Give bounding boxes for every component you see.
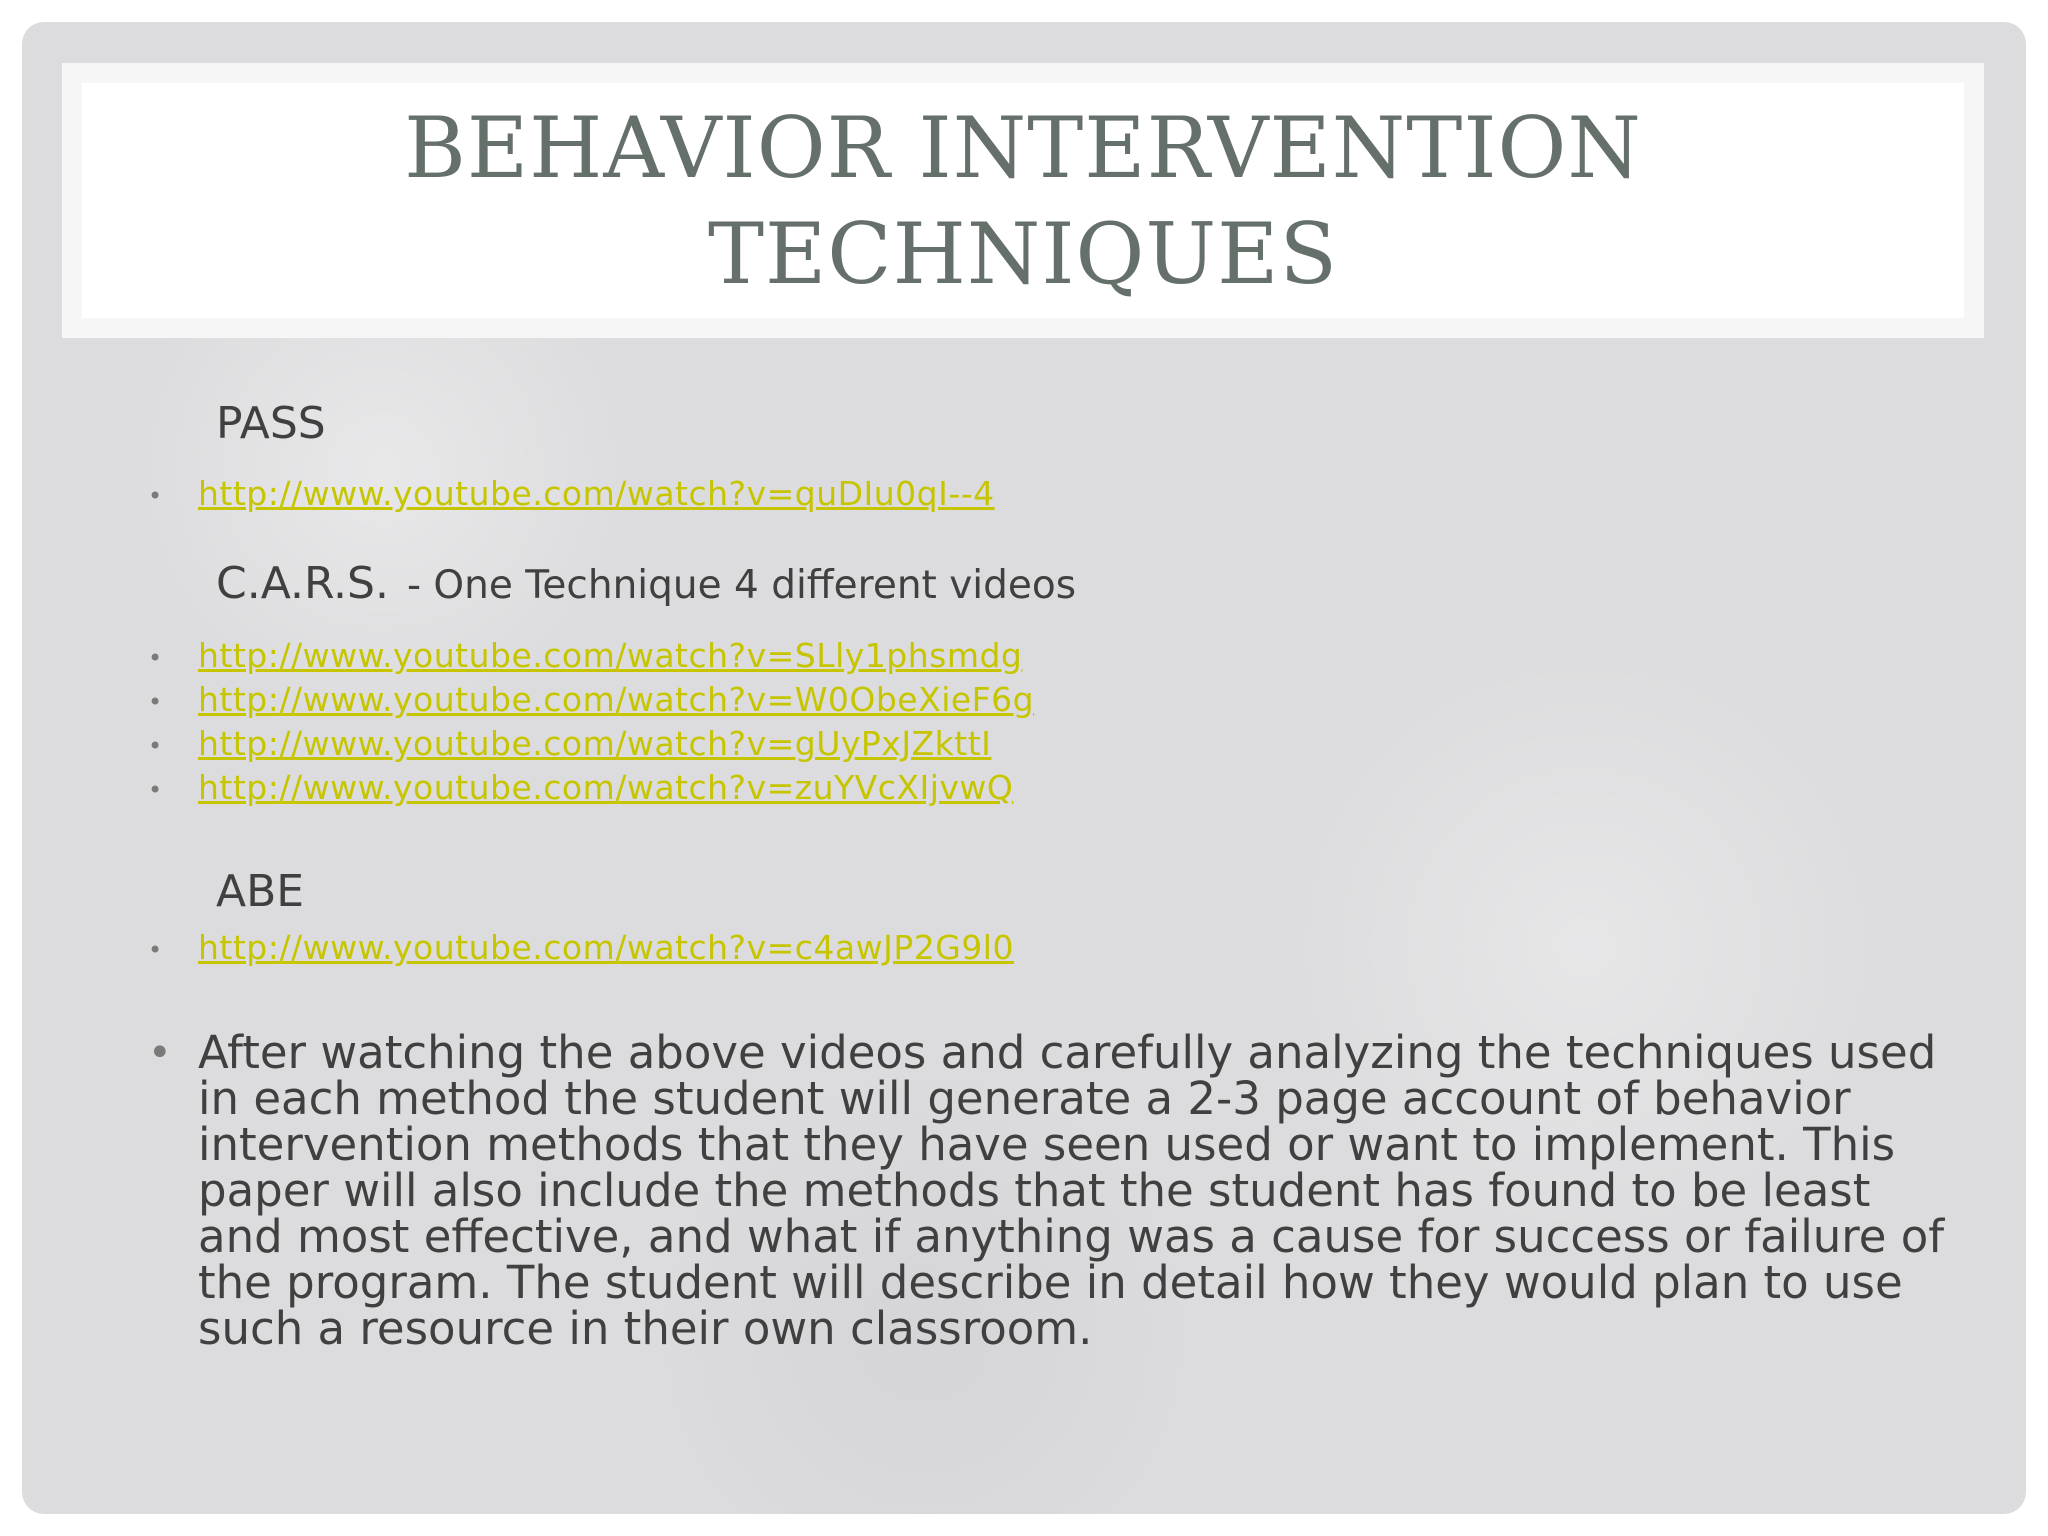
list-item: [148, 768, 1013, 810]
bullet-icon: •: [148, 1030, 172, 1076]
list-item: [148, 928, 1014, 970]
cars-subheading: - One Technique 4 different videos: [406, 563, 1077, 608]
list-item: [148, 680, 1034, 722]
bullet-icon: •: [148, 935, 163, 964]
video-link-abe-1[interactable]: http://www.youtube.com/watch?v=c4awJP2G9l0: [198, 928, 1014, 967]
video-link-cars-1[interactable]: http://www.youtube.com/watch?v=SLly1phsmdg: [198, 636, 1023, 675]
video-link-pass-1[interactable]: http://www.youtube.com/watch?v=quDIu0qI--4: [198, 474, 995, 513]
cars-heading-label: C.A.R.S.: [216, 558, 389, 609]
video-link-cars-3[interactable]: http://www.youtube.com/watch?v=gUyPxJZkttI: [198, 724, 992, 763]
video-link-cars-4[interactable]: http://www.youtube.com/watch?v=zuYVcXIjvwQ: [198, 768, 1014, 807]
assignment-text: After watching the above videos and carefully analyzing the techniques used in each method the student will generate a 2-3 page account of behavior intervention methods that they have seen used or want to implement. This paper will also include the methods that the student has found to be least and most effective, and what if anything was a cause for success or failure of the program. The student will describe in detail how they would plan to use such a resource in their own classroom.: [198, 1026, 1945, 1355]
section-heading-abe: ABE: [216, 866, 305, 917]
title-line-1: BEHAVIOR INTERVENTION: [404, 98, 1642, 197]
bullet-icon: •: [148, 643, 163, 672]
assignment-item: [148, 1026, 1948, 1355]
list-item: [148, 636, 1022, 678]
slide-body: [22, 22, 2026, 1514]
list-item: [148, 474, 995, 516]
list-item: [148, 724, 991, 766]
bullet-icon: •: [148, 731, 163, 760]
section-heading-pass: PASS: [216, 398, 326, 449]
video-link-cars-2[interactable]: http://www.youtube.com/watch?v=W0ObeXieF6g: [198, 680, 1035, 719]
bullet-icon: •: [148, 775, 163, 804]
bullet-icon: •: [148, 687, 163, 716]
title-line-2: TECHNIQUES: [707, 204, 1339, 303]
slide: [22, 22, 2026, 1514]
bullet-icon: •: [148, 481, 163, 510]
section-heading-cars: [216, 558, 1076, 609]
